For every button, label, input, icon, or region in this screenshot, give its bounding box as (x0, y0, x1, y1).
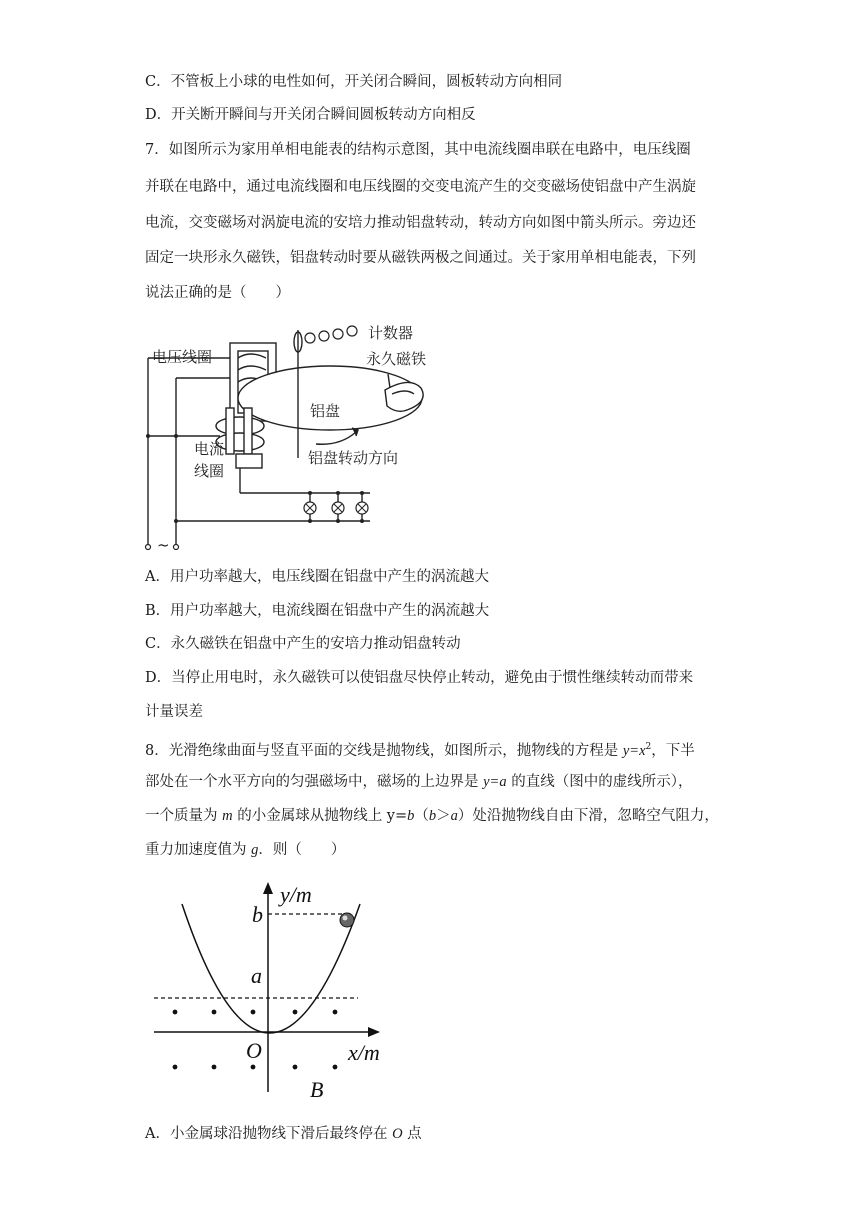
a-label: a (251, 963, 262, 988)
q7-stem-line2: 并联在电路中，通过电流线圈和电压线圈的交变电流产生的交变磁场使铝盘中产生涡旋 (145, 179, 696, 195)
field-label: B (310, 1077, 324, 1102)
q6-option-d: D．开关断开瞬间与开关闭合瞬间圆板转动方向相反 (145, 107, 476, 123)
y-axis-label: y/m (280, 882, 312, 907)
q8-stem-line3: 一个质量为 m 的小金属球从抛物线上 y=b（b＞a）处沿抛物线自由下滑，忽略空气阻力， (145, 808, 719, 824)
q7-stem-line3: 电流，交变磁场对涡旋电流的安培力推动铝盘转动，转动方向如图中箭头所示。旁边还 (145, 215, 696, 231)
q7-option-d-line2: 计量误差 (145, 704, 203, 720)
counter-label: 计数器 (368, 324, 414, 342)
permanent-magnet-label: 永久磁铁 (366, 350, 427, 368)
q7-stem-line1: 7．如图所示为家用单相电能表的结构示意图，其中电流线圈串联在电路中，电压线圈 (145, 142, 691, 158)
q8-stem-line4: 重力加速度值为 g．则（ ） (145, 842, 346, 858)
electric-meter-figure (140, 318, 440, 558)
b-label: b (252, 902, 263, 927)
parabola-figure (140, 880, 400, 1110)
x-axis-label: x/m (348, 1040, 380, 1065)
q7-option-b: B．用户功率越大，电流线圈在铝盘中产生的涡流越大 (145, 603, 490, 619)
q8-stem-line2: 部处在一个水平方向的匀强磁场中，磁场的上边界是 y=a 的直线（图中的虚线所示）， (145, 774, 693, 790)
rotation-direction-label: 铝盘转动方向 (308, 449, 399, 467)
current-coil-label-1: 电流 (194, 440, 225, 458)
q7-stem-line4: 固定一块形永久磁铁，铝盘转动时要从磁铁两极之间通过。关于家用单相电能表，下列 (145, 250, 696, 266)
ac-symbol: ~ (157, 536, 170, 554)
q8-option-a: A．小金属球沿抛物线下滑后最终停在 O 点 (145, 1126, 422, 1142)
q6-option-c: C．不管板上小球的电性如何，开关闭合瞬间，圆板转动方向相同 (145, 74, 563, 90)
q7-option-a: A．用户功率越大，电压线圈在铝盘中产生的涡流越大 (145, 569, 489, 585)
q8-stem-line1: 8．光滑绝缘曲面与竖直平面的交线是抛物线，如图所示，抛物线的方程是 $y=x^2$，下半 (145, 742, 695, 759)
current-coil-label-2: 线圈 (194, 462, 225, 480)
aluminum-disk-label: 铝盘 (310, 402, 341, 420)
q7-stem-line5: 说法正确的是（ ） (145, 285, 290, 301)
origin-label: O (246, 1038, 262, 1063)
voltage-coil-label: 电压线圈 (152, 348, 213, 366)
q7-option-c: C．永久磁铁在铝盘中产生的安培力推动铝盘转动 (145, 636, 461, 652)
q7-option-d-line1: D．当停止用电时，永久磁铁可以使铝盘尽快停止转动，避免由于惯性继续转动而带来 (145, 670, 694, 686)
